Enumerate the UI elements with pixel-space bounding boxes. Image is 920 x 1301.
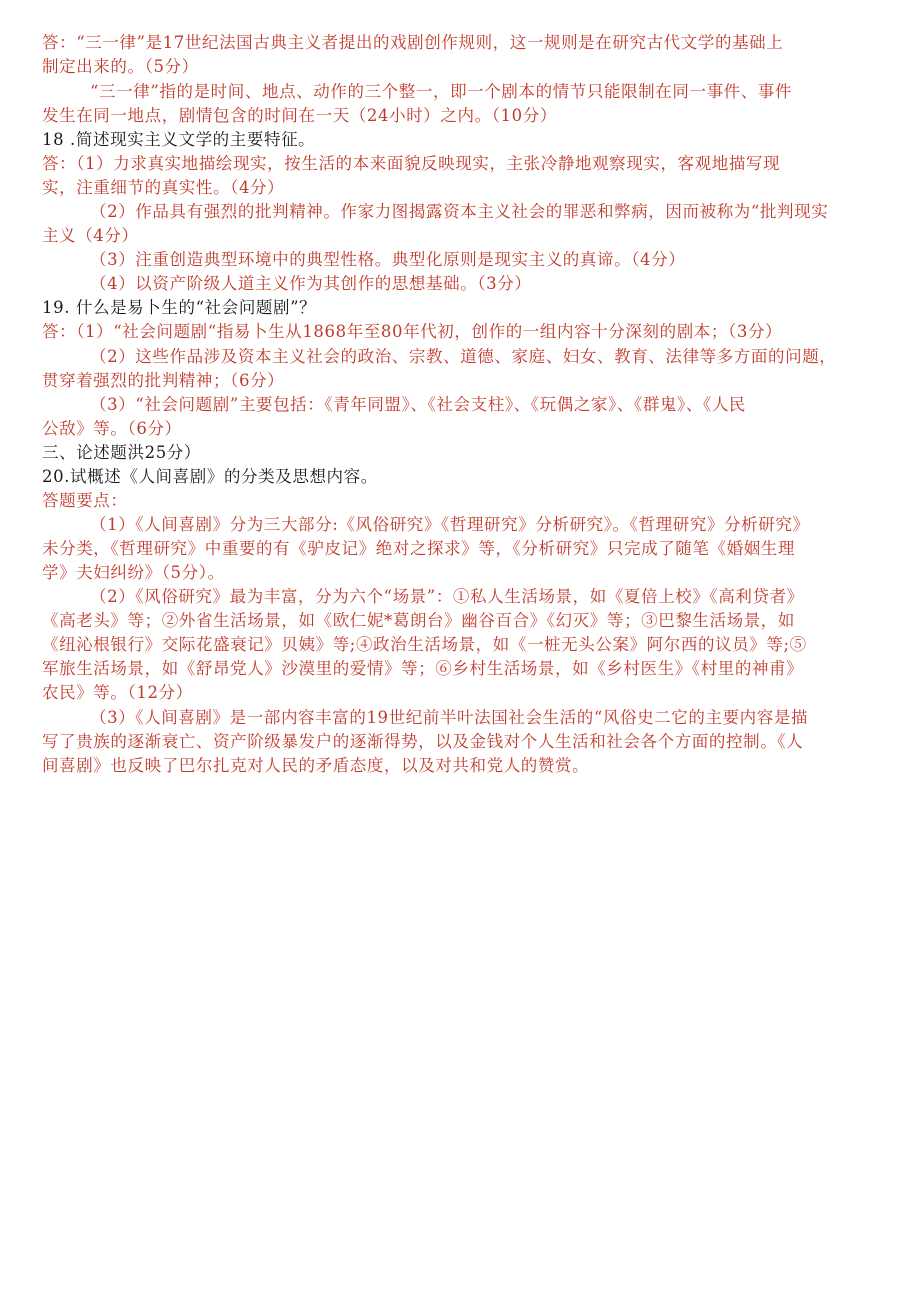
answer-19-line-4: （3）“社会问题剧”主要包括：《青年同盟》、《社会支柱》、《玩偶之家》、《群鬼》、《人民 xyxy=(90,395,747,414)
answer-20-line-6: 《纽沁根银行》交际花盛衰记》贝姨》等;④政治生活场景，如《一桩无头公案》阿尔西的议员》等;⑤ xyxy=(42,635,807,654)
answer-20-line-2: 未分类，《哲理研究》中重要的有《驴皮记》绝对之探求》等，《分析研究》只完成了随笔《婚姻生理 xyxy=(42,539,795,558)
answer-18-line-5: （3）注重创造典型环境中的典型性格。典型化原则是现实主义的真谛。（4分） xyxy=(90,250,686,269)
answer-17-line-1: 答：“三一律”是17世纪法国古典主义者提出的戏剧创作规则，这一规则是在研究古代文学的基础上 xyxy=(42,33,784,52)
question-18: 18 .简述现实主义文学的主要特征。 xyxy=(42,130,316,149)
answer-17-line-2: 制定出来的。（5分） xyxy=(42,57,199,76)
question-19: 19. 什么是易卜生的“社会问题剧”？ xyxy=(42,298,317,317)
answer-18-line-6: （4）以资产阶级人道主义作为其创作的思想基础。（3分） xyxy=(90,274,532,293)
answer-20-line-8: 农民》等。（12分） xyxy=(42,683,193,702)
answer-19-line-5: 公敌》等。（6分） xyxy=(42,419,182,438)
answer-17-line-3: “三一律”指的是时间、地点、动作的三个整一，即一个剧本的情节只能限制在同一事件、事件 xyxy=(90,82,793,101)
answer-19-line-1: 答：（1）“社会问题剧“指易卜生从1868年至80年代初，创作的一组内容十分深刻的剧本；（3分） xyxy=(42,322,783,341)
answer-20-line-10: 写了贵族的逐渐衰亡、资产阶级暴发户的逐渐得势，以及金钱对个人生活和社会各个方面的控制。《人 xyxy=(42,732,804,751)
answer-17-line-4: 发生在同一地点，剧情包含的时间在一天（24小时）之内。（10分） xyxy=(42,106,557,125)
answer-20-line-4: （2）《风俗研究》最为丰富，分为六个“场景”：①私人生活场景，如《夏倍上校》《高利贷者》 xyxy=(90,587,804,606)
answer-20-heading: 答题要点： xyxy=(42,491,128,510)
question-20: 20.试概述《人间喜剧》的分类及思想内容。 xyxy=(42,467,378,486)
answer-18-line-3: （2）作品具有强烈的批判精神。作家力图揭露资本主义社会的罪恶和弊病，因而被称为“批判现实 xyxy=(90,202,829,221)
answer-20-line-9: （3）《人间喜剧》是一部内容丰富的19世纪前半叶法国社会生活的“风俗史二它的主要内容是描 xyxy=(90,708,809,727)
answer-19-line-3: 贯穿着强烈的批判精神；（6分） xyxy=(42,371,285,390)
answer-20-line-7: 军旅生活场景，如《舒昂党人》沙漠里的爱情》等；⑥乡村生活场景，如《乡村医生》《村里的神甫》 xyxy=(42,659,804,678)
section-heading-essay: 三、论述题洪25分） xyxy=(42,443,201,462)
answer-20-line-11: 间喜剧》也反映了巴尔扎克对人民的矛盾态度，以及对共和党人的赞赏。 xyxy=(42,756,590,775)
answer-18-line-1: 答：（1）力求真实地描绘现实，按生活的本来面貌反映现实，主张冷静地观察现实，客观地描写现 xyxy=(42,154,781,173)
answer-18-line-4: 主义（4分） xyxy=(42,226,139,245)
answer-20-line-3: 学》夫妇纠纷》（5分）。 xyxy=(42,563,225,582)
answer-20-line-1: （1）《人间喜剧》分为三大部分:《风俗研究》《哲理研究》分析研究》。《哲理研究》分析研究》 xyxy=(90,515,810,534)
answer-18-line-2: 实，注重细节的真实性。（4分） xyxy=(42,178,285,197)
answer-20-line-5: 《高老头》等；②外省生活场景，如《欧仁妮*葛朗台》幽谷百合》《幻灭》等；③巴黎生活场景，如 xyxy=(42,611,795,630)
answer-19-line-2: （2）这些作品涉及资本主义社会的政治、宗教、道德、家庭、妇女、教育、法律等多方面的问题， xyxy=(90,347,837,366)
